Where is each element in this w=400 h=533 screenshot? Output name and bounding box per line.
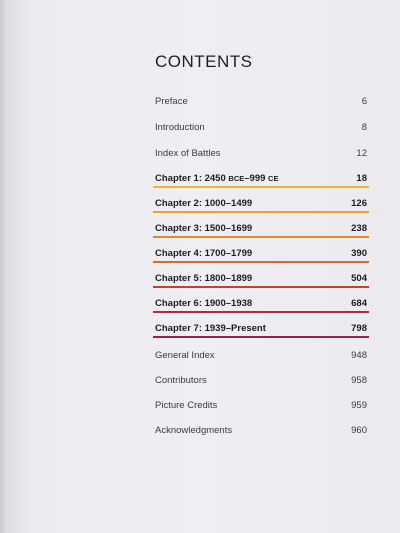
- toc-chapter-page: 798: [351, 323, 367, 334]
- toc-entry-page: 6: [361, 96, 367, 107]
- toc-chapter-7: [155, 323, 367, 339]
- toc-chapter-2: [155, 198, 367, 214]
- toc-entry-label: Preface: [155, 96, 188, 107]
- toc-chapter-6: [155, 298, 367, 314]
- toc-entry-label: Introduction: [155, 122, 205, 133]
- chapter-rule: [153, 286, 369, 288]
- toc-chapter-1: [155, 173, 367, 189]
- toc-entry-label: Acknowledgments: [155, 425, 233, 436]
- page-spine-shadow: [0, 0, 8, 533]
- toc-entry-contributors: [155, 375, 367, 391]
- toc-entry-page: 959: [351, 400, 367, 411]
- toc-entry-label: Index of Battles: [155, 148, 221, 159]
- toc-entry-preface: [155, 96, 367, 112]
- toc-chapter-label: Chapter 7: 1939–Present: [155, 323, 266, 334]
- toc-entry-page: 958: [351, 375, 367, 386]
- toc-chapter-4: [155, 248, 367, 264]
- toc-chapter-page: 18: [356, 173, 367, 184]
- chapter-rule: [153, 186, 369, 188]
- contents-heading: CONTENTS: [155, 52, 253, 71]
- toc-chapter-page: 126: [351, 198, 367, 209]
- toc-entry-label: Picture Credits: [155, 400, 218, 411]
- chapter-label-prefix: Chapter 1: 2450: [155, 173, 226, 184]
- toc-chapter-page: 390: [351, 248, 367, 259]
- chapter-rule: [153, 311, 369, 313]
- chapter-label-dash: –999: [244, 173, 266, 184]
- chapter-era-bce: BCE: [228, 174, 245, 183]
- toc-entry-index-of-battles: [155, 148, 367, 164]
- toc-chapter-3: [155, 223, 367, 239]
- toc-entry-page: 948: [351, 350, 367, 361]
- toc-chapter-label: Chapter 3: 1500–1699: [155, 223, 253, 234]
- chapter-rule: [153, 236, 369, 238]
- chapter-rule: [153, 211, 369, 213]
- chapter-rule: [153, 336, 369, 338]
- toc-chapter-page: 238: [351, 223, 367, 234]
- chapter-rule: [153, 261, 369, 263]
- toc-entry-label: Contributors: [155, 375, 207, 386]
- toc-chapter-label: Chapter 4: 1700–1799: [155, 248, 253, 259]
- toc-chapter-page: 684: [351, 298, 367, 309]
- toc-entry-general-index: [155, 350, 367, 366]
- toc-chapter-label: Chapter 2: 1000–1499: [155, 198, 253, 209]
- toc-chapter-label: Chapter 6: 1900–1938: [155, 298, 253, 309]
- toc-entry-page: 960: [351, 425, 367, 436]
- chapter-era-ce: CE: [268, 174, 279, 183]
- toc-chapter-label: Chapter 5: 1800–1899: [155, 273, 253, 284]
- toc-chapter-page: 504: [351, 273, 367, 284]
- toc-entry-label: General Index: [155, 350, 215, 361]
- toc-entry-acknowledgments: [155, 425, 367, 441]
- toc-chapter-5: [155, 273, 367, 289]
- toc-entry-picture-credits: [155, 400, 367, 416]
- toc-entry-page: 8: [361, 122, 367, 133]
- toc-entry-introduction: [155, 122, 367, 138]
- toc-entry-page: 12: [356, 148, 367, 159]
- toc-chapter-label: [155, 173, 278, 184]
